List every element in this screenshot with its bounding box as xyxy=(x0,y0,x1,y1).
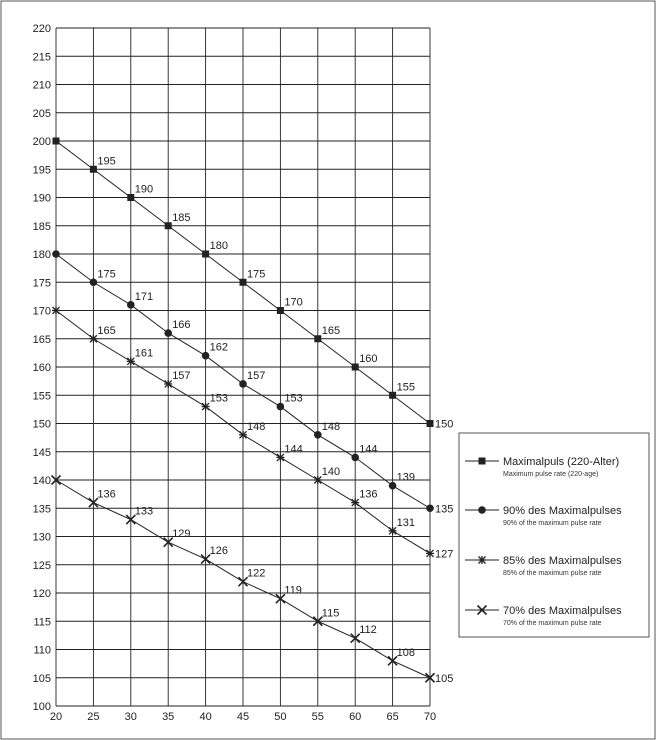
x-tick-label: 40 xyxy=(199,711,212,723)
y-tick-label: 110 xyxy=(33,644,51,657)
data-label: 161 xyxy=(134,347,154,360)
data-point-series-2 xyxy=(90,278,98,286)
data-point-series-2 xyxy=(389,482,397,490)
y-tick-label: 100 xyxy=(32,701,51,713)
data-point-series-1 xyxy=(314,335,321,342)
legend xyxy=(459,433,649,637)
data-point-series-2 xyxy=(277,403,285,411)
data-label: 157 xyxy=(172,369,191,382)
y-tick-label: 135 xyxy=(32,503,51,516)
legend-marker xyxy=(479,458,486,465)
data-label: 171 xyxy=(134,290,154,303)
y-tick-label: 115 xyxy=(33,616,51,629)
data-point-series-1 xyxy=(202,251,209,258)
legend-marker xyxy=(478,506,486,514)
data-label: 148 xyxy=(247,420,266,433)
data-point-series-1 xyxy=(427,420,434,427)
data-point-series-3 xyxy=(426,549,434,557)
legend-label: Maximalpuls (220-Alter) xyxy=(503,456,620,468)
y-tick-label: 165 xyxy=(32,333,51,346)
data-label: 108 xyxy=(396,646,415,659)
data-point-series-2 xyxy=(351,454,359,462)
data-label: 180 xyxy=(209,240,228,252)
y-tick-label: 220 xyxy=(32,23,51,35)
y-tick-label: 145 xyxy=(32,446,51,459)
x-tick-label: 45 xyxy=(236,711,250,723)
data-label: 153 xyxy=(284,392,303,405)
data-label: 131 xyxy=(396,516,415,529)
y-tick-label: 205 xyxy=(32,107,51,120)
data-label: 150 xyxy=(435,418,454,431)
data-point-series-1 xyxy=(277,307,284,314)
data-label: 133 xyxy=(134,505,154,518)
x-tick-label: 35 xyxy=(162,711,175,723)
data-point-series-2 xyxy=(239,380,247,388)
data-label: 175 xyxy=(247,268,266,281)
y-tick-label: 150 xyxy=(32,418,51,431)
data-point-series-2 xyxy=(52,250,60,258)
data-point-series-3 xyxy=(52,307,60,315)
data-point-series-2 xyxy=(426,504,434,512)
y-tick-label: 195 xyxy=(32,164,51,177)
y-tick-label: 200 xyxy=(32,136,51,148)
data-label: 144 xyxy=(284,443,303,456)
data-label: 136 xyxy=(359,488,378,501)
data-point-series-3 xyxy=(164,380,172,388)
data-point-series-2 xyxy=(314,431,322,439)
y-tick-label: 170 xyxy=(32,305,51,318)
data-label: 139 xyxy=(396,471,415,484)
data-label: 148 xyxy=(321,420,341,433)
data-label: 160 xyxy=(359,353,378,365)
data-label: 119 xyxy=(284,584,302,597)
data-point-series-3 xyxy=(314,476,322,484)
data-label: 185 xyxy=(172,211,191,224)
y-tick-label: 175 xyxy=(32,277,51,290)
y-tick-label: 155 xyxy=(32,390,51,403)
data-label: 190 xyxy=(134,183,154,196)
data-point-series-2 xyxy=(127,301,135,309)
y-tick-label: 210 xyxy=(32,79,51,92)
data-label: 135 xyxy=(435,503,454,516)
data-label: 126 xyxy=(209,545,228,558)
data-point-series-3 xyxy=(127,357,135,365)
data-point-series-1 xyxy=(90,166,97,173)
y-tick-label: 140 xyxy=(32,475,51,487)
data-label: 144 xyxy=(359,443,378,456)
data-point-series-3 xyxy=(351,499,359,507)
legend-sublabel: Maximum pulse rate (220-age) xyxy=(503,471,599,478)
x-tick-label: 65 xyxy=(386,711,399,723)
data-point-series-1 xyxy=(389,392,396,399)
y-tick-label: 120 xyxy=(32,588,51,600)
legend-marker xyxy=(478,556,486,564)
data-label: 162 xyxy=(209,341,228,354)
y-tick-label: 185 xyxy=(32,220,51,233)
data-point-series-1 xyxy=(53,138,60,145)
data-label: 195 xyxy=(97,155,116,168)
data-point-series-1 xyxy=(165,222,172,229)
x-tick-label: 25 xyxy=(87,711,100,723)
data-point-series-1 xyxy=(352,364,359,371)
data-point-series-3 xyxy=(89,335,97,343)
legend-label: 90% des Maximalpulses xyxy=(503,505,622,517)
data-label: 136 xyxy=(97,488,116,501)
data-point-series-1 xyxy=(240,279,247,286)
data-label: 155 xyxy=(396,381,415,394)
legend-sublabel: 70% of the maximum pulse rate xyxy=(503,620,602,627)
data-point-series-1 xyxy=(127,194,134,201)
data-label: 127 xyxy=(435,548,454,561)
data-point-series-2 xyxy=(202,352,210,360)
data-label: 140 xyxy=(321,466,341,478)
data-point-series-3 xyxy=(202,403,210,411)
y-tick-label: 160 xyxy=(32,362,51,374)
y-tick-label: 105 xyxy=(32,672,51,685)
x-tick-label: 30 xyxy=(124,711,137,723)
legend-sublabel: 90% of the maximum pulse rate xyxy=(503,520,602,527)
data-label: 165 xyxy=(97,324,116,337)
data-point-series-3 xyxy=(239,431,247,439)
y-tick-label: 130 xyxy=(32,531,51,544)
x-tick-label: 60 xyxy=(349,711,362,723)
data-label: 157 xyxy=(247,369,266,382)
data-label: 165 xyxy=(321,324,341,337)
data-point-series-3 xyxy=(389,527,397,535)
legend-sublabel: 85% of the maximum pulse rate xyxy=(503,570,602,577)
data-label: 115 xyxy=(321,607,340,620)
legend-label: 70% des Maximalpulses xyxy=(503,605,622,617)
x-tick-label: 55 xyxy=(311,711,324,723)
x-tick-label: 70 xyxy=(423,711,437,723)
data-point-series-3 xyxy=(276,453,284,461)
data-label: 166 xyxy=(172,319,191,332)
y-tick-label: 215 xyxy=(32,51,51,64)
x-tick-label: 50 xyxy=(274,711,287,723)
data-point-series-2 xyxy=(164,329,172,337)
legend-label: 85% des Maximalpulses xyxy=(503,555,622,567)
data-label: 122 xyxy=(247,567,266,580)
x-tick-label: 20 xyxy=(49,711,63,723)
y-tick-label: 125 xyxy=(32,559,51,572)
data-label: 170 xyxy=(284,296,303,309)
y-tick-label: 180 xyxy=(32,249,51,261)
data-label: 129 xyxy=(172,528,191,541)
data-label: 175 xyxy=(97,268,116,281)
y-tick-label: 190 xyxy=(32,192,51,205)
data-label: 112 xyxy=(359,624,377,637)
data-label: 153 xyxy=(209,392,228,405)
data-label: 105 xyxy=(435,672,454,685)
